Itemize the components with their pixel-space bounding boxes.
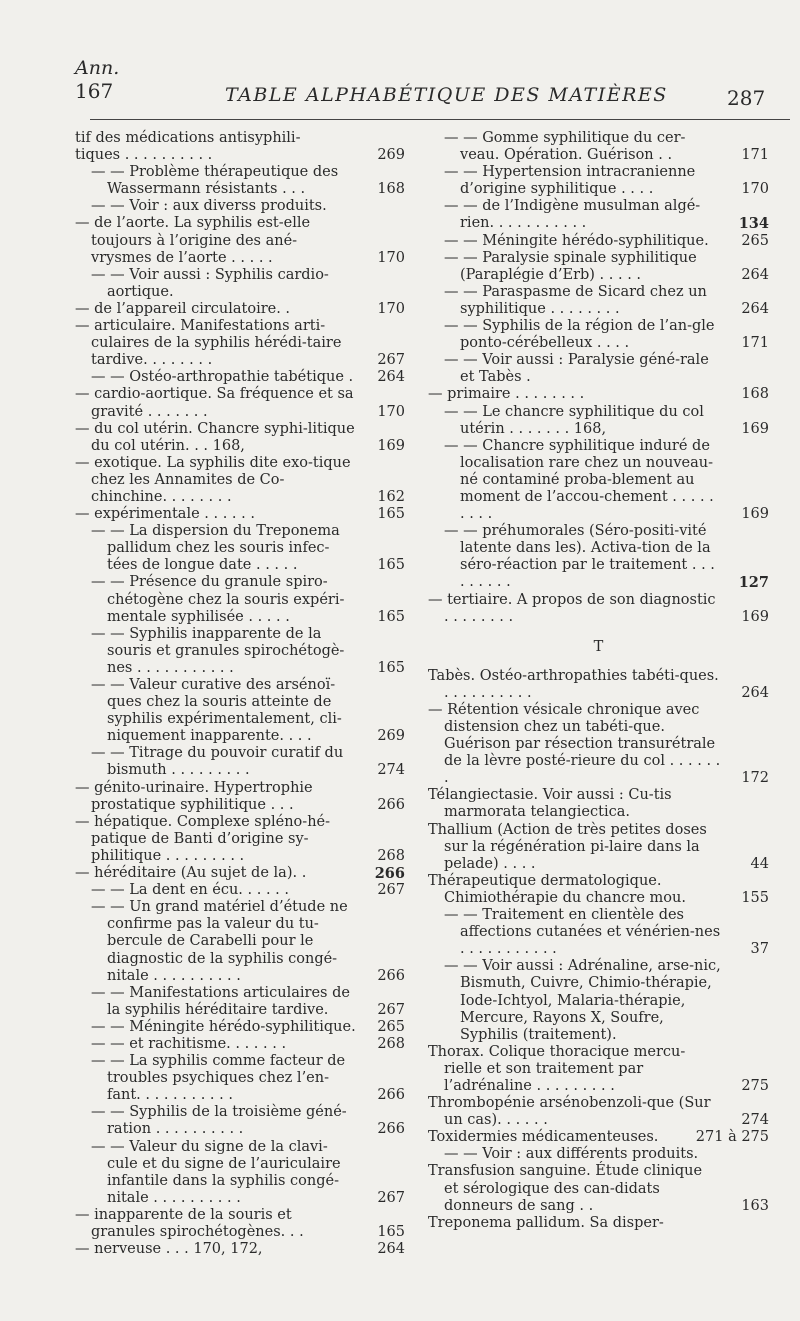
journal-abbreviation: Ann. bbox=[75, 57, 120, 79]
index-entry: Transfusion sanguine. Étude clinique et sérologique des can-didats donneurs de sang . . 163 bbox=[428, 1163, 769, 1214]
index-entry: — — Chancre syphilitique induré de localisation rare chez un nouveau-né contaminé proba-blement au moment de l’accou-chement . . . . . . . . . 169 bbox=[444, 437, 769, 523]
index-entry: — — Valeur du signe de la clavi-cule et du signe de l’auriculaire infantile dans la syphilis congé-nitale . . . . . . . . . . 267 bbox=[91, 1138, 405, 1206]
page-number: 287 bbox=[727, 86, 766, 110]
index-entry: — Rétention vésicale chronique avec distension chez un tabéti-que. Guérison par résection transurétrale de la lèvre posté-rieure du col . . . . . . . 172 bbox=[428, 701, 769, 787]
index-entry: — exotique. La syphilis dite exo-tique chez les Annamites de Co-chinchine. . . . . . . . 162 bbox=[75, 454, 405, 505]
index-entry: — — Syphilis de la troisième géné-ration . . . . . . . . . . 266 bbox=[91, 1104, 405, 1138]
index-entry: — — Syphilis de la région de l’an-gle ponto-cérébelleux . . . . 171 bbox=[444, 318, 769, 352]
index-entry: — — La dent en écu. . . . . . 267 bbox=[91, 882, 405, 899]
index-entry: — — Valeur curative des arsénoï-ques chez la souris atteinte de syphilis expérimentalement, cli-niquement inapparente. . . . 269 bbox=[91, 677, 405, 745]
index-entry: — — Voir aussi : Paralysie géné-rale et Tabès . bbox=[444, 352, 709, 386]
index-entry: — — Voir aussi : Adrénaline, arse-nic, Bismuth, Cuivre, Chimio-thérapie, Iode-Ichtyol, Malaria-thérapie, Mercure, Rayons X, Soufre, Syphilis (traitement). bbox=[444, 958, 721, 1043]
index-entry: — — Syphilis inapparente de la souris et granules spirochétogè-nes . . . . . . . . . . . 165 bbox=[91, 625, 405, 676]
index-entry: Treponema pallidum. Sa disper- bbox=[428, 1214, 664, 1231]
index-entry: — héréditaire (Au sujet de la). . 266 bbox=[75, 865, 405, 883]
index-entry: — génito-urinaire. Hypertrophie prostatique syphilitique . . . 266 bbox=[75, 779, 405, 813]
index-entry: — articulaire. Manifestations arti-culaires de la syphilis hérédi-taire tardive. . . . . . . . 267 bbox=[75, 318, 405, 369]
index-entry: — — Titrage du pouvoir curatif du bismuth . . . . . . . . . 274 bbox=[91, 745, 405, 779]
index-entry: — — Voir : aux diverss produits. bbox=[91, 198, 327, 215]
index-entry: — — Paraspasme de Sicard chez un syphilitique . . . . . . . . 264 bbox=[444, 283, 769, 317]
index-entry: — — Hypertension intracranienne d’origine syphilitique . . . . 170 bbox=[444, 164, 769, 198]
index-entry: — — Le chancre syphilitique du col utérin . . . . . . . 168, 169 bbox=[444, 403, 769, 437]
index-entry: — cardio-aortique. Sa fréquence et sa gravité . . . . . . . 170 bbox=[75, 386, 405, 420]
running-title: TABLE ALPHABÉTIQUE DES MATIÈRES bbox=[225, 84, 668, 106]
header-rule bbox=[90, 119, 790, 120]
index-entry: — — Voir : aux différents produits. bbox=[444, 1146, 699, 1163]
index-entry: — — Problème thérapeutique des Wassermann résistants . . . 168 bbox=[91, 164, 405, 198]
index-entry: Tabès. Ostéo-arthropathies tabéti-ques. . . . . . . . . . . 264 bbox=[428, 667, 769, 701]
index-entry: tiques . . . . . . . . . . 269 bbox=[75, 147, 405, 164]
index-entry: tif des médications antisyphili- bbox=[75, 130, 301, 146]
index-entry: Télangiectasie. Voir aussi : Cu-tis marmorata telangiectica. bbox=[428, 787, 672, 821]
index-entry: Thorax. Colique thoracique mercu-rielle et son traitement par l’adrénaline . . . . . . . . . 275 bbox=[428, 1043, 769, 1094]
index-entry: — hépatique. Complexe spléno-hé-patique de Banti d’origine sy-philitique . . . . . . . . . 268 bbox=[75, 813, 405, 864]
index-entry: — de l’aorte. La syphilis est-elle toujours à l’origine des ané-vrysmes de l’aorte . . . . . 170 bbox=[75, 215, 405, 266]
index-entry: — inapparente de la souris et granules spirochétogènes. . . 165 bbox=[75, 1206, 405, 1240]
index-entry: — — Paralysie spinale syphilitique (Paraplégie d’Erb) . . . . . 264 bbox=[444, 249, 769, 283]
index-entry: — — Ostéo-arthropathie tabétique . 264 bbox=[91, 369, 405, 386]
index-entry: — expérimentale . . . . . . 165 bbox=[75, 506, 405, 523]
index-entry: Toxidermies médicamenteuses. bbox=[428, 1129, 659, 1146]
index-entry: — — Un grand matériel d’étude ne confirme pas la valeur du tu-bercule de Carabelli pour le diagnostic de la syphilis congé-nitale . . . . . . . . . . 266 bbox=[91, 899, 405, 984]
index-entry: — nerveuse . . . 170, 172, 264 bbox=[75, 1241, 405, 1258]
index-entry: — de l’appareil circulatoire. . 170 bbox=[75, 300, 405, 317]
index-entry: — — de l’Indigène musulman algé-rien. . . . . . . . . . . 134 bbox=[444, 198, 769, 233]
right-column: — — Gomme syphilitique du cer-veau. Opération. Guérison . . 171 — — Hypertension intracranienne d’origine syphilitique . . . . 170 — — de l’Indigène musulman algé-rien. . . . . . . . . . . 134 — — Méningite hérédo-syphilitique. 265 — — Paralysie spinale syphilitique (Paraplégie d’Erb) . . . . . 264 — — Paraspasme de Sicard chez un syphilitique . . . . . . . . 264 — — Syphilis de la région de l’an-gle ponto-cérébelleux . . . . 171 — — Voir aussi : Paralysie géné-rale et Tabès . — primaire . . . . . . . . 168 — — Le chancre syphilitique du col utérin . . . . . . . 168, 169 — — Chancre syphilitique induré de localisation rare chez un nouveau-né contaminé proba-blement au moment de l’accou-chement . . . . . . . . . 169 — — préhumorales (Séro-positi-vité latente dans les). Activa-tion de la séro-réaction par le traitement . . . . . . . . . 127 — tertiaire. A propos de son diagnostic . . . . . . . . 169 T Tabès. Ostéo-arthropathies tabéti-ques. . . . . . . . . . . 264 — Rétention vésicale chronique avec distension chez un tabéti-que. Guérison par résection transurétrale de la lèvre posté-rieure du col . . . . . . . 172 Télangiectasie. Voir aussi : Cu-tis marmorata telangiectica. Thallium (Action de très petites doses sur la régénération pi-laire dans la pelade) . . . . 44 Thérapeutique dermatologique. Chimiothérapie du chancre mou. 155 — — Traitement en clientèle des affections cutanées et vénérien-nes . . . . . . . . . . . 37 — — Voir aussi : Adrénaline, arse-nic, Bismuth, Cuivre, Chimio-thérapie, Iode-Ichtyol, Malaria-thérapie, Mercure, Rayons X, Soufre, Syphilis (traitement). Thorax. Colique thoracique mercu-rielle et son traitement par l’adrénaline . . . . . . . . . 275 Thrombopénie arsénobenzoli-que (Sur un cas). . . . . . 274 Toxidermies médicamenteuses. 271 à 275 — — Voir : aux différents produits. Transfusion sanguine. Étude clinique et sérologique des can-didats donneurs de sang . . 163 Treponema pallidum. Sa disper- bbox=[428, 130, 769, 1231]
running-header bbox=[0, 0, 800, 125]
index-entry: Thérapeutique dermatologique. Chimiothérapie du chancre mou. 155 bbox=[428, 872, 769, 906]
index-entry: — — Méningite hérédo-syphilitique. 265 bbox=[444, 232, 769, 249]
left-column bbox=[75, 130, 405, 1258]
index-entry: — — Traitement en clientèle des affections cutanées et vénérien-nes . . . . . . . . . . . 37 bbox=[444, 907, 769, 958]
index-entry: — — Manifestations articulaires de la syphilis héréditaire tardive. 267 bbox=[91, 984, 405, 1018]
index-entry: — — Voir aussi : Syphilis cardio-aortique. bbox=[91, 266, 329, 300]
index-entry: — — et rachitisme. . . . . . . 268 bbox=[91, 1035, 405, 1052]
index-entry: Thallium (Action de très petites doses sur la régénération pi-laire dans la pelade) . . . . 44 bbox=[428, 821, 769, 872]
index-entry: — — préhumorales (Séro-positi-vité latente dans les). Activa-tion de la séro-réaction par le traitement . . . . . . . . . 127 bbox=[444, 523, 769, 592]
index-entry: — — Présence du granule spiro-chétogène chez la souris expéri-mentale syphilisée . . . . . 165 bbox=[91, 574, 405, 625]
section-letter: T bbox=[593, 638, 604, 655]
index-entry: — primaire . . . . . . . . 168 bbox=[428, 386, 769, 403]
index-entry: — — La dispersion du Treponema pallidum chez les souris infec-tées de longue date . . . . . 165 bbox=[91, 523, 405, 574]
index-entry: Thrombopénie arsénobenzoli-que (Sur un cas). . . . . . 274 bbox=[428, 1095, 769, 1129]
index-entry: — — La syphilis comme facteur de troubles psychiques chez l’en-fant. . . . . . . . . . . 266 bbox=[91, 1053, 405, 1104]
index-entry: — — Gomme syphilitique du cer-veau. Opération. Guérison . . 171 bbox=[444, 130, 769, 164]
index-entry: — tertiaire. A propos de son diagnostic . . . . . . . . 169 bbox=[428, 591, 769, 625]
index-entry: — du col utérin. Chancre syphi-litique du col utérin. . . 168, 169 bbox=[75, 420, 405, 454]
volume-number: 167 bbox=[75, 79, 114, 103]
index-entry: — — Méningite hérédo-syphilitique. 265 bbox=[91, 1018, 405, 1035]
